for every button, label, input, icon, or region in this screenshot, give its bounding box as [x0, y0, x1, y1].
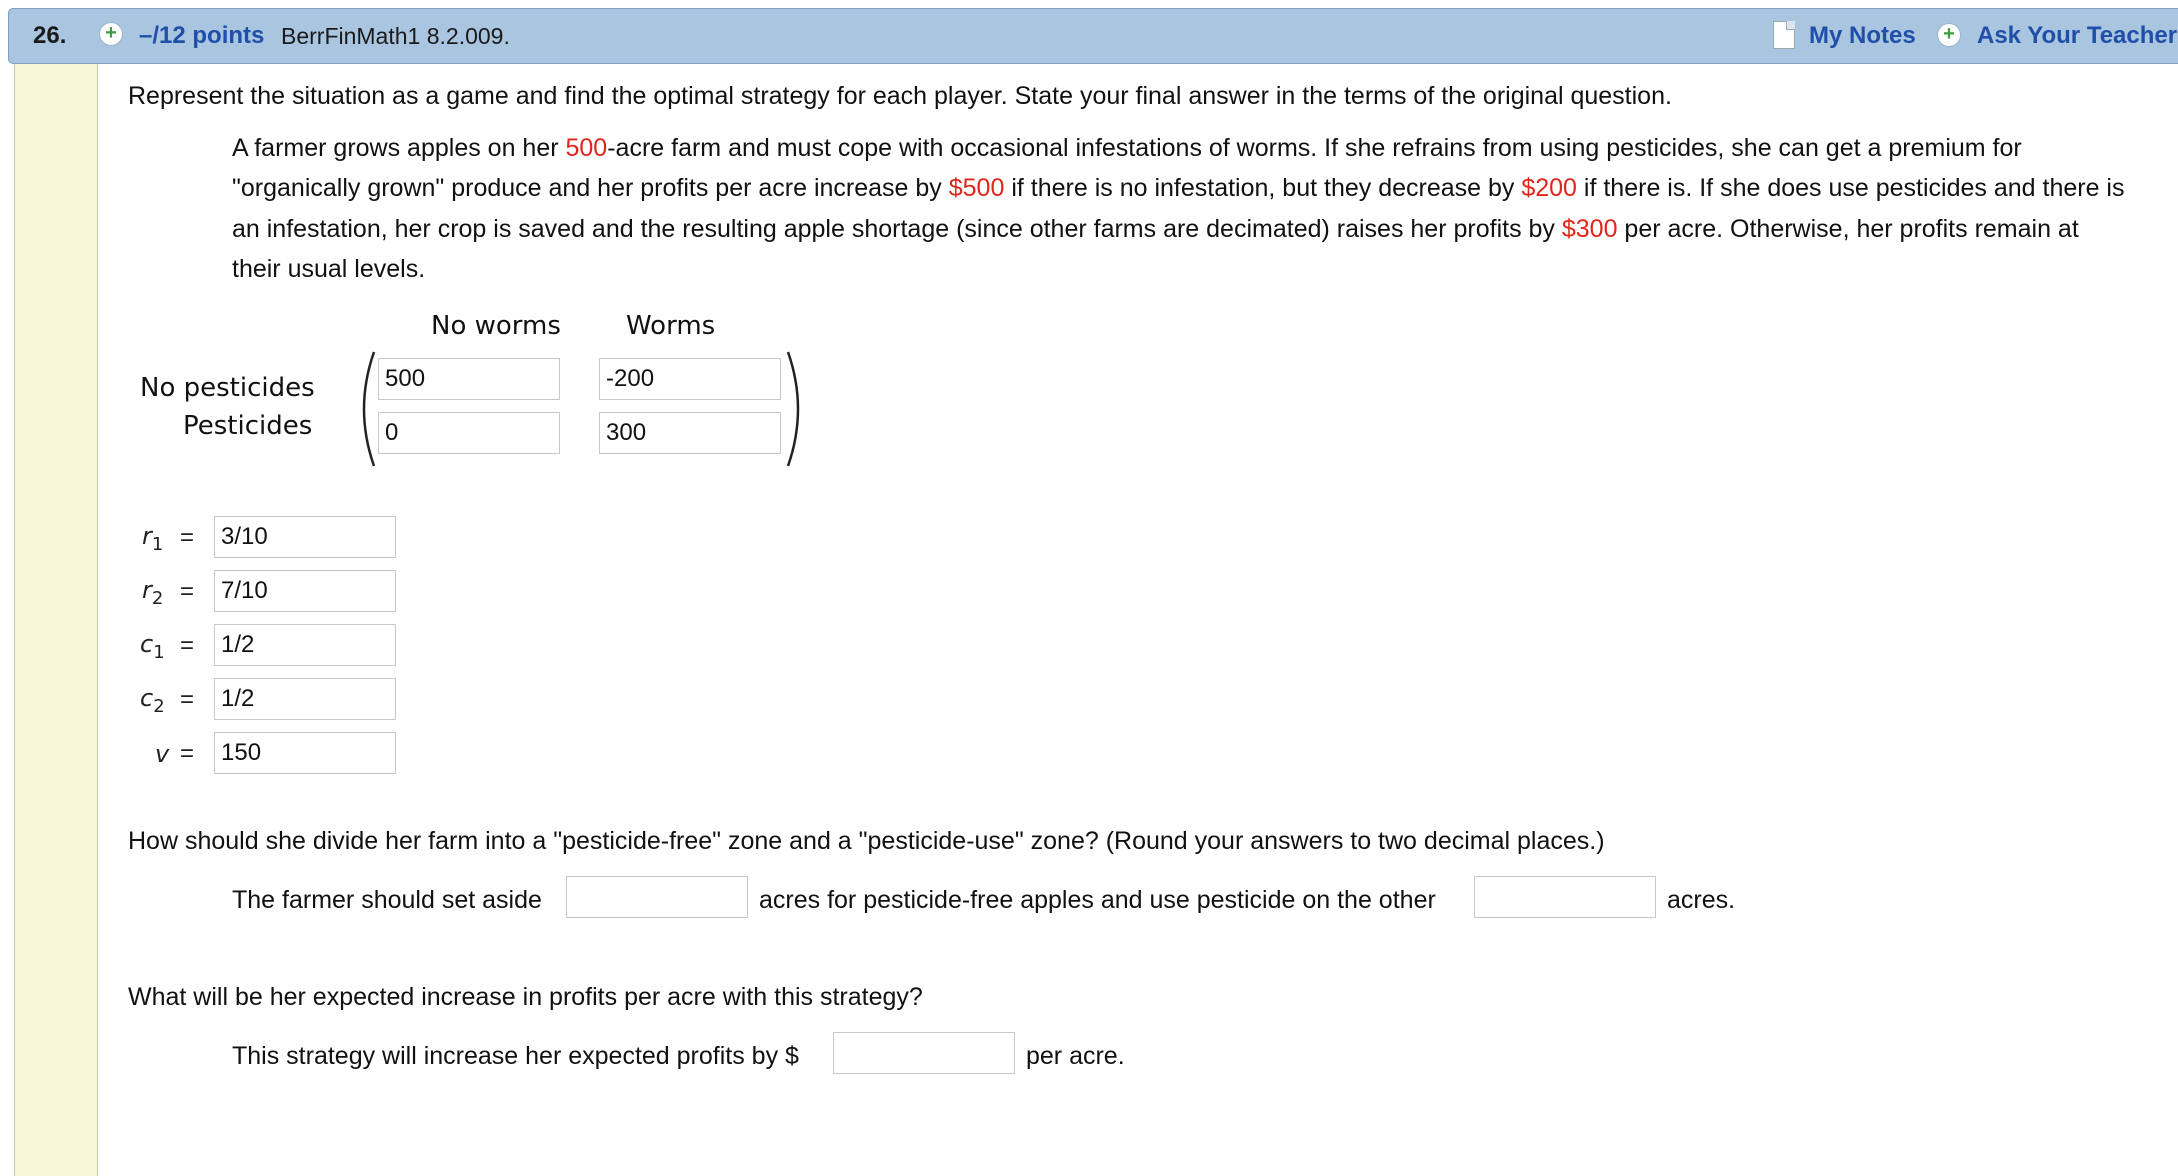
- r2-label: $r_2$: [142, 576, 164, 609]
- profit-increase-input[interactable]: [833, 1032, 1015, 1074]
- ask-teacher-link[interactable]: Ask Your Teacher: [1977, 22, 2178, 49]
- points-link[interactable]: –/12 points: [139, 22, 265, 49]
- division-prompt-end: acres.: [1667, 886, 1736, 914]
- problem-paragraph: A farmer grows apples on her 500-acre farm and must cope with occasional infestations of worms. If she refrains from using pesticides, she can get a premium for "organically grown" produce and her profits per acre increase by $500 if there is no infestation, but they decrease by $200 if there is. If she does use pesticides and there is an infestation, her crop is saved and the resulting apple shortage (since other farms are decimated) raises her profits by $300 per acre. Otherwise, her profits remain at their usual levels.: [232, 134, 2125, 283]
- my-notes-link[interactable]: My Notes: [1809, 22, 1916, 49]
- acres-value: 500: [565, 134, 608, 162]
- r2-input[interactable]: 7/10: [214, 570, 396, 612]
- left-margin: [14, 64, 98, 1176]
- r2-equals: =: [180, 578, 195, 605]
- profit-prompt-start: This strategy will increase her expected profits by $: [232, 1042, 799, 1070]
- division-prompt-start: The farmer should set aside: [232, 886, 542, 914]
- c2-label: $c_2$: [140, 684, 165, 717]
- question-number: 26.: [33, 22, 67, 49]
- c1-input[interactable]: 1/2: [214, 624, 396, 666]
- row-header-pesticides: Pesticides: [183, 411, 313, 441]
- profit-prompt-end: per acre.: [1026, 1042, 1125, 1070]
- matrix-cell-r2c2[interactable]: 300: [599, 412, 781, 454]
- question-header: [8, 8, 2178, 64]
- instruction-text: Represent the situation as a game and find the optimal strategy for each player. State your final answer in the terms of the original question.: [128, 82, 1672, 110]
- increase-value: $500: [948, 174, 1005, 203]
- c2-equals: =: [180, 686, 195, 713]
- c1-equals: =: [180, 632, 195, 659]
- ask-teacher-plus-icon[interactable]: +: [1937, 23, 1961, 47]
- c2-input[interactable]: 1/2: [214, 678, 396, 720]
- matrix-cell-r1c1[interactable]: 500: [378, 358, 560, 400]
- notes-icon[interactable]: [1773, 21, 1795, 49]
- col-header-worms: Worms: [626, 311, 716, 341]
- pesticide-free-acres-input[interactable]: [566, 876, 748, 918]
- c1-label: $c_1$: [140, 630, 165, 663]
- r1-equals: =: [180, 524, 195, 551]
- matrix-cell-r1c2[interactable]: -200: [599, 358, 781, 400]
- question-code: BerrFinMath1 8.2.009.: [281, 23, 510, 49]
- division-prompt-middle: acres for pesticide-free apples and use pesticide on the other: [759, 886, 1436, 914]
- v-input[interactable]: 150: [214, 732, 396, 774]
- row-header-no-pesticides: No pesticides: [140, 373, 315, 403]
- pesticide-use-acres-input[interactable]: [1474, 876, 1656, 918]
- col-header-no-worms: No worms: [431, 311, 561, 341]
- division-question: How should she divide her farm into a "pesticide-free" zone and a "pesticide-use" zone? (Round your answers to two decimal places.): [128, 827, 1605, 855]
- profit-question: What will be her expected increase in profits per acre with this strategy?: [128, 983, 923, 1011]
- matrix-left-paren: [350, 350, 380, 468]
- matrix-right-paren: [782, 350, 812, 468]
- v-label: v: [155, 740, 170, 768]
- matrix-cell-r2c1[interactable]: 0: [378, 412, 560, 454]
- r1-label: $r_1$: [142, 522, 164, 555]
- expand-plus-icon[interactable]: +: [99, 22, 123, 46]
- decrease-value: $200: [1521, 174, 1577, 203]
- shortage-value: $300: [1561, 214, 1618, 243]
- v-equals: =: [180, 740, 195, 767]
- r1-input[interactable]: 3/10: [214, 516, 396, 558]
